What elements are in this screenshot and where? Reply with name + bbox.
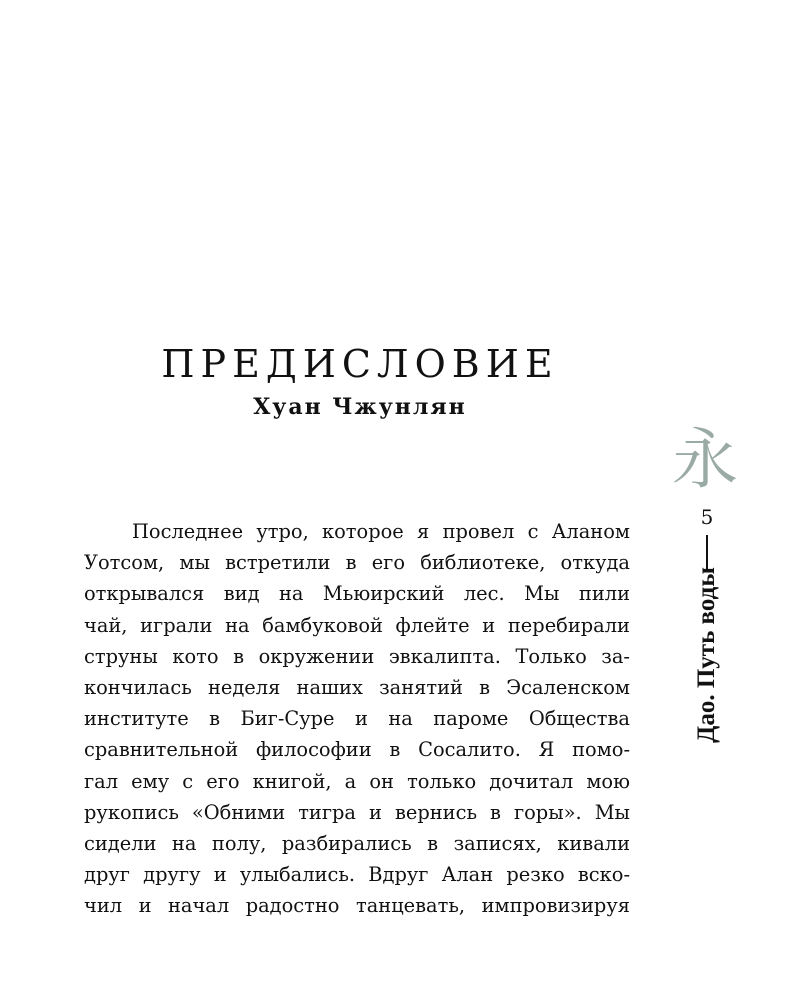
text-line: рукопись «Обними тигра и вернись в горы». Мы	[84, 800, 630, 824]
text-line: гал ему с его книгой, а он только дочитал мою	[84, 769, 630, 793]
text-line: институте в Биг-Суре и на пароме Общества	[84, 707, 630, 731]
chapter-author: Хуан Чжунлян	[253, 394, 467, 420]
text-line: сравнительной философии в Сосалито. Я помо-	[84, 738, 630, 762]
text-line: чил и начал радостно танцевать, импровизируя	[84, 894, 630, 918]
text-line: открывался вид на Мьюирский лес. Мы пили	[84, 582, 630, 606]
running-header	[690, 505, 724, 745]
text-line: сидели на полу, разбирались в записях, кивали	[84, 832, 630, 856]
chapter-title: ПРЕДИСЛОВИЕ	[161, 342, 559, 386]
text-line: друг другу и улыбались. Вдруг Алан резко вско-	[84, 863, 630, 887]
text-line: Последнее утро, которое я провел с Аланом	[132, 520, 630, 543]
text-line: струны кото в окружении эвкалипта. Только за-	[84, 644, 630, 668]
running-title: Дао. Путь воды	[693, 567, 720, 743]
text-line: кончилась неделя наших занятий в Эсаленском	[84, 676, 630, 700]
divider-rule	[706, 535, 708, 569]
calligraphy-glyph-icon: 永	[672, 421, 738, 498]
text-line: чай, играли на бамбуковой флейте и перебирали	[84, 613, 630, 637]
text-line: Уотсом, мы встретили в его библиотеке, откуда	[84, 551, 630, 575]
page-number: 5	[700, 505, 714, 529]
body-text	[84, 516, 630, 922]
